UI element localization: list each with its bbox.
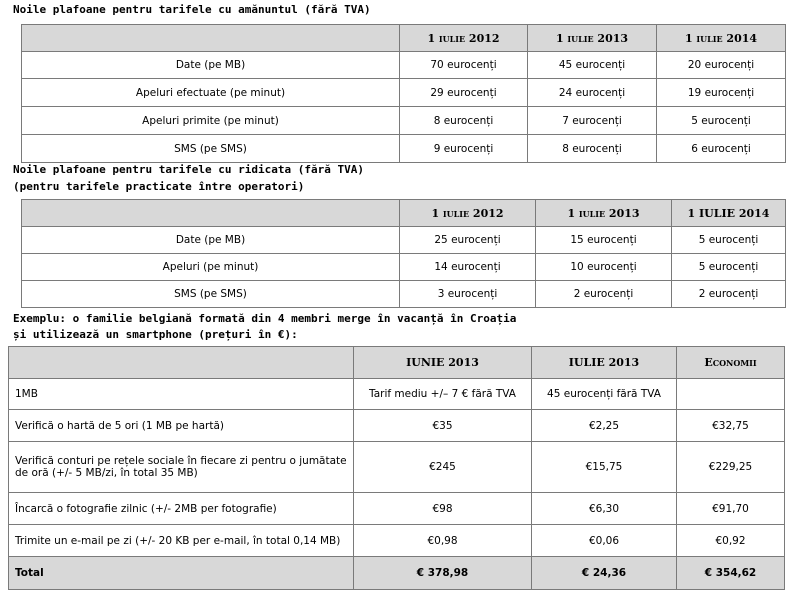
- header-blank-cell: [22, 200, 400, 227]
- total-label: Total: [9, 557, 354, 590]
- table-row: [22, 281, 786, 308]
- example-heading: Exemplu: o familie belgiană formată din 4 membri merge în vacanță în Croația: [13, 312, 517, 325]
- table-row: [9, 379, 785, 410]
- cell-value: 2 eurocenți: [672, 281, 786, 308]
- cell-value: 20 eurocenți: [657, 52, 786, 79]
- table-row: [22, 227, 786, 254]
- row-label: Date (pe MB): [22, 227, 400, 254]
- cell-value: 14 eurocenți: [400, 254, 536, 281]
- cell-value: 6 eurocenți: [657, 135, 786, 163]
- total-value: € 24,36: [532, 557, 677, 590]
- table-row: [9, 442, 785, 493]
- cell-value: €98: [354, 493, 532, 525]
- cell-value: 5 eurocenți: [657, 107, 786, 135]
- column-header: Economii: [677, 347, 785, 379]
- column-header: 1 iulie 2013: [536, 200, 672, 227]
- cell-value: €229,25: [677, 442, 785, 493]
- row-label: Trimite un e-mail pe zi (+/- 20 KB per e-mail, în total 0,14 MB): [9, 525, 354, 557]
- column-header: IUNIE 2013: [354, 347, 532, 379]
- cell-value: 19 eurocenți: [657, 79, 786, 107]
- cell-value: €15,75: [532, 442, 677, 493]
- row-label: 1MB: [9, 379, 354, 410]
- column-header: 1 iulie 2013: [528, 25, 657, 52]
- table-row: [22, 52, 786, 79]
- cell-value: 15 eurocenți: [536, 227, 672, 254]
- cell-value: 8 eurocenți: [528, 135, 657, 163]
- cell-value: €0,06: [532, 525, 677, 557]
- cell-value: [677, 379, 785, 410]
- cell-value: 5 eurocenți: [672, 254, 786, 281]
- table-row: [9, 525, 785, 557]
- cell-value: €91,70: [677, 493, 785, 525]
- cell-value: 29 eurocenți: [400, 79, 528, 107]
- table-row: [22, 79, 786, 107]
- cell-value: 5 eurocenți: [672, 227, 786, 254]
- cell-value: 9 eurocenți: [400, 135, 528, 163]
- retail-caps-table: [21, 24, 786, 163]
- column-header: 1 iulie 2014: [657, 25, 786, 52]
- cell-value: 7 eurocenți: [528, 107, 657, 135]
- example-table: [8, 346, 785, 590]
- total-row: [9, 557, 785, 590]
- cell-value: 45 eurocenți fără TVA: [532, 379, 677, 410]
- cell-value: €2,25: [532, 410, 677, 442]
- header-blank-cell: [9, 347, 354, 379]
- example-subheading: și utilizează un smartphone (prețuri în €):: [13, 328, 298, 341]
- cell-value: €0,98: [354, 525, 532, 557]
- cell-value: €35: [354, 410, 532, 442]
- row-label: Apeluri (pe minut): [22, 254, 400, 281]
- table-row: [9, 493, 785, 525]
- retail-caps-heading: Noile plafoane pentru tarifele cu amănuntul (fără TVA): [13, 3, 371, 16]
- table-row: [22, 107, 786, 135]
- cell-value: 10 eurocenți: [536, 254, 672, 281]
- row-label: Apeluri efectuate (pe minut): [22, 79, 400, 107]
- row-label: Date (pe MB): [22, 52, 400, 79]
- row-label: SMS (pe SMS): [22, 281, 400, 308]
- cell-value: 3 eurocenți: [400, 281, 536, 308]
- cell-value: Tarif mediu +/– 7 € fără TVA: [354, 379, 532, 410]
- table-row: [22, 254, 786, 281]
- row-label: Verifică o hartă de 5 ori (1 MB pe hartă): [9, 410, 354, 442]
- column-header: IULIE 2013: [532, 347, 677, 379]
- row-label: Încarcă o fotografie zilnic (+/- 2MB per fotografie): [9, 493, 354, 525]
- row-label: Verifică conturi pe rețele sociale în fiecare zi pentru o jumătate de oră (+/- 5 MB/zi, în total 35 MB): [9, 442, 354, 493]
- header-blank-cell: [22, 25, 400, 52]
- cell-value: €0,92: [677, 525, 785, 557]
- cell-value: 24 eurocenți: [528, 79, 657, 107]
- wholesale-caps-heading: Noile plafoane pentru tarifele cu ridicata (fără TVA): [13, 163, 364, 176]
- table-row: [9, 410, 785, 442]
- cell-value: 2 eurocenți: [536, 281, 672, 308]
- column-header: 1 iulie 2012: [400, 25, 528, 52]
- wholesale-caps-table: [21, 199, 786, 308]
- column-header: 1 iulie 2012: [400, 200, 536, 227]
- row-label: Apeluri primite (pe minut): [22, 107, 400, 135]
- wholesale-caps-subheading: (pentru tarifele practicate între operatori): [13, 180, 305, 193]
- table-row: [22, 135, 786, 163]
- cell-value: €32,75: [677, 410, 785, 442]
- column-header: 1 IULIE 2014: [672, 200, 786, 227]
- cell-value: 70 eurocenți: [400, 52, 528, 79]
- total-value: € 378,98: [354, 557, 532, 590]
- cell-value: 25 eurocenți: [400, 227, 536, 254]
- cell-value: €245: [354, 442, 532, 493]
- total-value: € 354,62: [677, 557, 785, 590]
- row-label: SMS (pe SMS): [22, 135, 400, 163]
- cell-value: €6,30: [532, 493, 677, 525]
- cell-value: 45 eurocenți: [528, 52, 657, 79]
- cell-value: 8 eurocenți: [400, 107, 528, 135]
